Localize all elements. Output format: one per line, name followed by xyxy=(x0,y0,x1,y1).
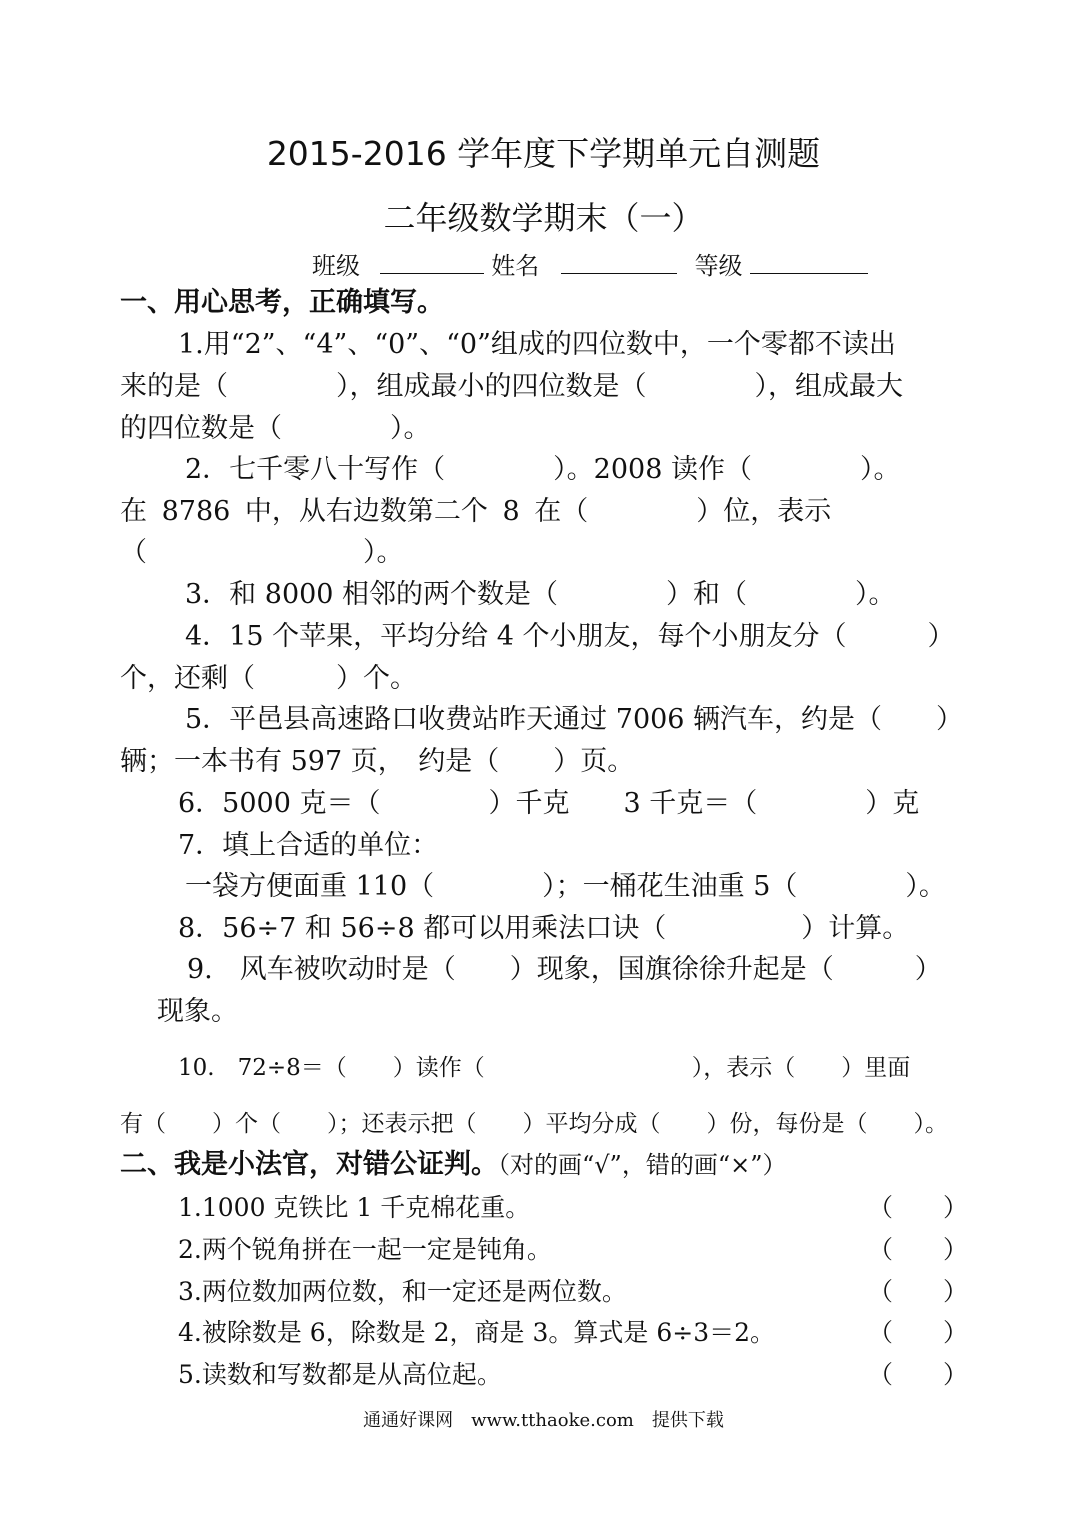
judge-item-4-answer[interactable]: （ ） xyxy=(867,1318,968,1347)
section-2-heading: 二、我是小法官，对错公证判。 xyxy=(120,1149,498,1180)
q7-line-2: 一袋方便面重 110（ ）；一桶花生油重 5（ ）。 xyxy=(185,871,946,902)
judge-item-3 xyxy=(178,1275,968,1309)
grade-label: 等级 xyxy=(694,252,743,280)
judge-item-4 xyxy=(178,1316,968,1350)
q8-line: 8．56÷7 和 56÷8 都可以用乘法口诀（ ）计算。 xyxy=(178,913,910,944)
judge-item-4-text: 4.被除数是 6，除数是 2，商是 3。算式是 6÷3＝2。 xyxy=(178,1318,776,1347)
page-title: 2015-2016 学年度下学期单元自测题 xyxy=(266,134,821,173)
q1-line-3: 的四位数是（ ）。 xyxy=(120,413,431,444)
judge-item-5-text: 5.读数和写数都是从高位起。 xyxy=(178,1360,502,1389)
q5-line-1: 5．平邑县高速路口收费站昨天通过 7006 辆汽车，约是（ ） xyxy=(185,704,964,735)
q1-line-2: 来的是（ ），组成最小的四位数是（ ），组成最大 xyxy=(120,371,903,402)
q9-line-1: 9. 风车被吹动时是（ ）现象，国旗徐徐升起是（ ） xyxy=(187,954,942,985)
q2-line-2: 在 8786 中，从右边数第二个 8 在（ ）位，表示 xyxy=(120,496,832,527)
q6-line: 6．5000 克＝（ ）千克 3 千克＝（ ）克 xyxy=(178,788,920,819)
page-footer: 通通好课网 www.tthaoke.com 提供下载 xyxy=(363,1410,724,1431)
class-blank[interactable] xyxy=(380,251,484,274)
q1-line-1: 1.用“2”、“4”、“0”、“0”组成的四位数中，一个零都不读出 xyxy=(178,329,896,360)
q2-line-1: 2．七千零八十写作（ ）。2008 读作（ ）。 xyxy=(185,454,901,485)
class-label: 班级 xyxy=(312,252,360,280)
judge-item-2-text: 2.两个锐角拼在一起一定是钝角。 xyxy=(178,1235,552,1264)
q10-line-1: 10. 72÷8＝（ ）读作（ ），表示（ ）里面 xyxy=(178,1055,911,1081)
q4-line-1: 4．15 个苹果，平均分给 4 个小朋友，每个小朋友分（ ） xyxy=(185,621,955,652)
q2-line-3: （ ）。 xyxy=(120,537,404,568)
student-info-row xyxy=(312,250,868,282)
judge-item-3-answer[interactable]: （ ） xyxy=(867,1277,968,1306)
judge-item-1-text: 1.1000 克铁比 1 千克棉花重。 xyxy=(178,1193,531,1222)
q4-line-2: 个，还剩（ ）个。 xyxy=(120,663,417,694)
q9-line-2: 现象。 xyxy=(157,996,238,1027)
section-2-note: （对的画“√”，错的画“×”） xyxy=(498,1151,787,1179)
name-label: 姓名 xyxy=(491,252,540,280)
judge-item-5-answer[interactable]: （ ） xyxy=(867,1360,968,1389)
judge-item-3-text: 3.两位数加两位数，和一定还是两位数。 xyxy=(178,1277,627,1306)
section-1-heading: 一、用心思考，正确填写。 xyxy=(120,287,444,318)
judge-item-1 xyxy=(178,1191,968,1225)
page-subtitle: 二年级数学期末（一） xyxy=(383,199,704,237)
q5-line-2: 辆；一本书有 597 页， 约是（ ）页。 xyxy=(120,746,635,777)
grade-blank[interactable] xyxy=(750,251,868,274)
judge-item-2 xyxy=(178,1233,968,1267)
judge-item-2-answer[interactable]: （ ） xyxy=(867,1235,968,1264)
judge-item-1-answer[interactable]: （ ） xyxy=(867,1193,968,1222)
judge-item-5 xyxy=(178,1358,968,1392)
q10-line-2: 有（ ）个（ ）；还表示把（ ）平均分成（ ）份，每份是（ ）。 xyxy=(120,1111,948,1137)
q3-line: 3．和 8000 相邻的两个数是（ ）和（ ）。 xyxy=(185,579,896,610)
q7-line-1: 7．填上合适的单位： xyxy=(178,830,439,861)
name-blank[interactable] xyxy=(561,251,677,274)
section-2-heading-row xyxy=(120,1148,970,1182)
